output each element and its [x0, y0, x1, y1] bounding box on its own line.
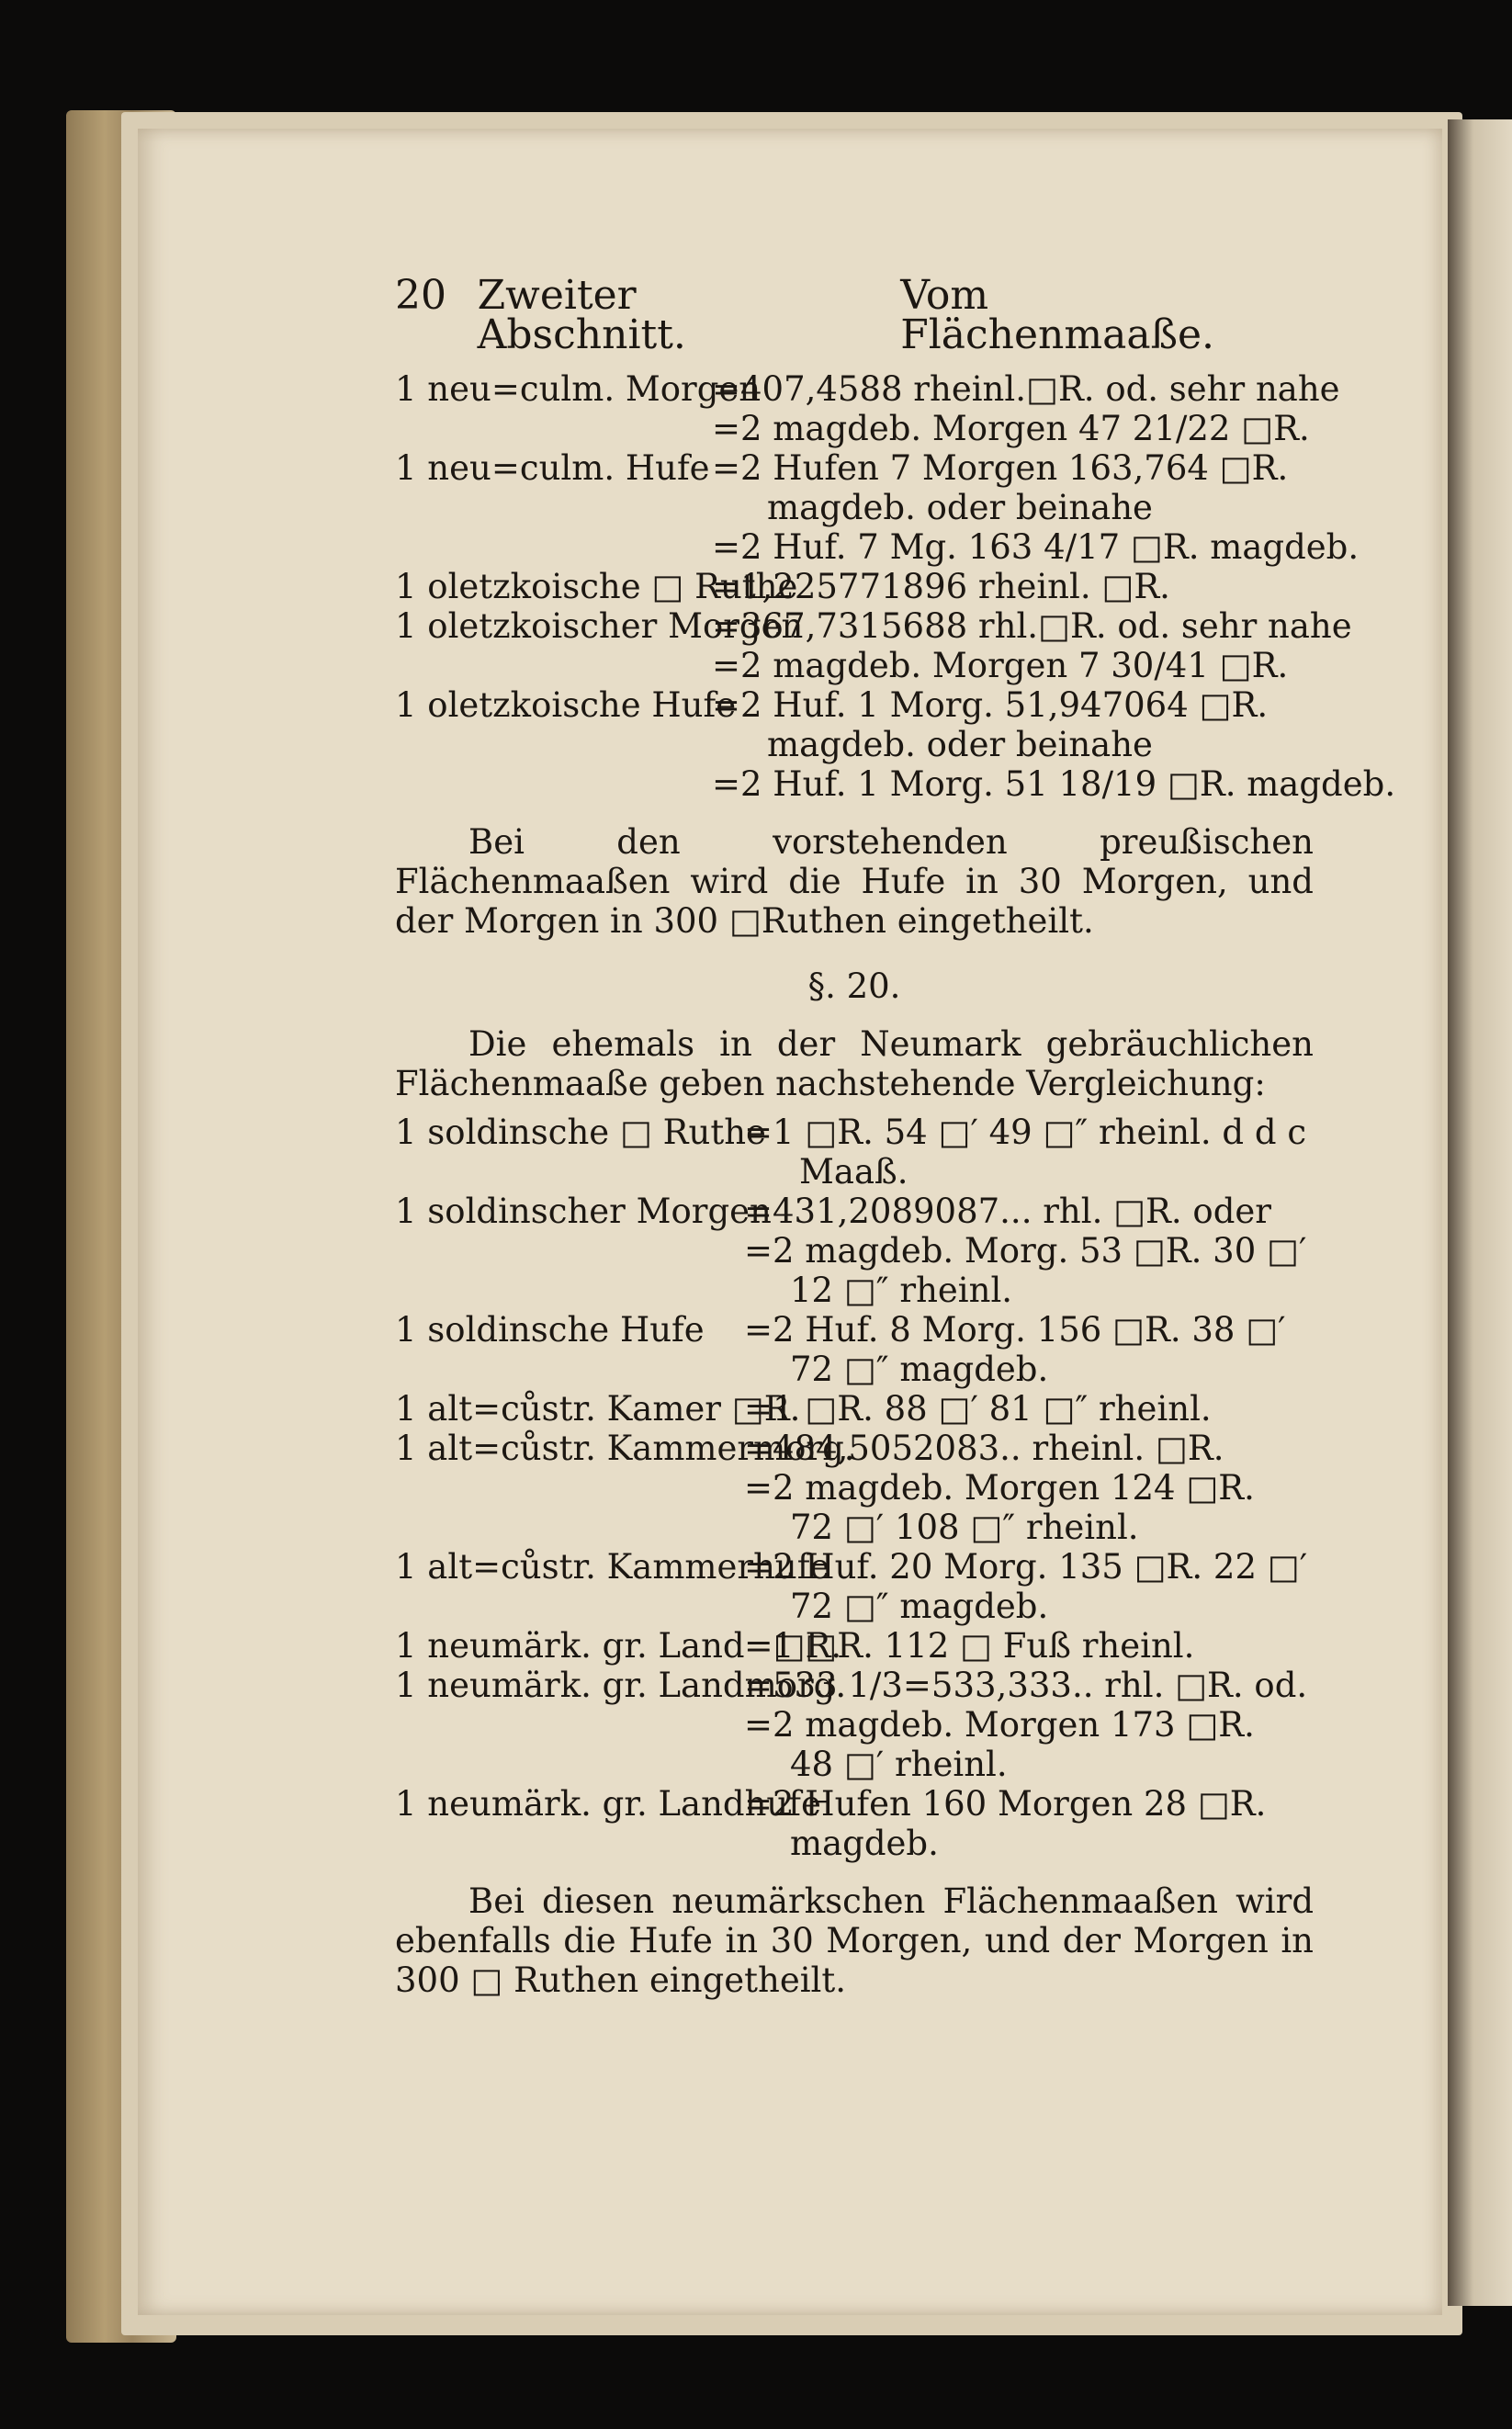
table-row	[395, 1310, 1314, 1350]
row-value: =2 Huf. 7 Mg. 163 4/17 □R. magdeb.	[712, 527, 1360, 567]
row-value: magdeb. oder beinahe	[767, 488, 1153, 527]
section-heading: Zweiter Abschnitt.	[477, 272, 686, 358]
row-value: =2 Hufen 160 Morgen 28 □R.	[744, 1784, 1267, 1824]
table-row	[395, 1745, 1314, 1784]
row-value: =407,4588 rheinl.□R. od. sehr nahe	[712, 369, 1340, 409]
table-row	[395, 1113, 1314, 1152]
row-value: =1 □R. 54 □′ 49 □″ rheinl. d d c	[744, 1113, 1307, 1152]
table-row	[395, 1705, 1314, 1745]
table-row	[395, 1784, 1314, 1824]
table-row	[395, 1429, 1314, 1468]
row-value: =1,225771896 rheinl. □R.	[712, 567, 1170, 606]
row-value: =2 magdeb. Morgen 173 □R.	[744, 1705, 1255, 1745]
paragraph: Bei diesen neumärkschen Flächenmaaßen wird ebenfalls die Hufe in 30 Morgen, und der Morgen in 300 □ Ruthen eingetheilt.	[395, 1881, 1314, 2000]
row-label: 1 soldinsche □ Ruthe	[395, 1113, 766, 1152]
row-label: 1 soldinsche Hufe	[395, 1310, 705, 1350]
row-label: 1 oletzkoischer Morgen	[395, 606, 804, 646]
row-value: =2 magdeb. Morgen 47 21/22 □R.	[712, 409, 1310, 448]
table-row	[395, 764, 1396, 804]
table-row	[395, 685, 1314, 725]
table-row	[395, 606, 1352, 646]
table-row	[395, 369, 1340, 409]
row-label: 1 neumärk. gr. Landhufe	[395, 1784, 821, 1824]
row-value: =2 magdeb. Morgen 7 30/41 □R.	[712, 646, 1289, 685]
row-value: =2 Huf. 1 Morg. 51 18/19 □R. magdeb.	[712, 764, 1396, 804]
table-row	[395, 1508, 1314, 1547]
row-value: =2 Huf. 20 Morg. 135 □R. 22 □′	[744, 1547, 1308, 1587]
table-row	[395, 1271, 1314, 1310]
table-row	[395, 1666, 1314, 1705]
conversion-table-2	[395, 1113, 1314, 1863]
row-value: =2 Hufen 7 Morgen 163,764 □R.	[712, 448, 1289, 488]
row-label: 1 neumärk. gr. Landmorg.	[395, 1666, 847, 1705]
row-label: 1 alt=cůstr. Kammermorg.	[395, 1429, 855, 1468]
row-label: 1 oletzkoische Hufe	[395, 685, 737, 725]
row-value: =484,5052083.. rheinl. □R.	[744, 1429, 1224, 1468]
row-label: 1 soldinscher Morgen	[395, 1192, 772, 1231]
table-row	[395, 1389, 1314, 1429]
row-label: 1 neu=culm. Hufe	[395, 448, 710, 488]
row-value: =367,7315688 rhl.□R. od. sehr nahe	[712, 606, 1352, 646]
row-value: =1 □R. 112 □ Fuß rheinl.	[744, 1626, 1195, 1666]
running-header	[395, 272, 1314, 358]
row-value: =2 magdeb. Morg. 53 □R. 30 □′	[744, 1231, 1307, 1271]
table-row	[395, 725, 1314, 764]
row-label: 1 alt=cůstr. Kamer □R.	[395, 1389, 801, 1429]
table-row	[395, 1231, 1314, 1271]
row-value: 12 □″ rheinl.	[790, 1271, 1013, 1310]
row-value: 48 □′ rheinl.	[790, 1745, 1008, 1784]
page-text	[395, 272, 1396, 2009]
facing-page-edge	[1448, 119, 1512, 2306]
paragraph: Die ehemals in der Neumark gebräuchlichen Flächenmaaße geben nachstehende Vergleichung:	[395, 1024, 1314, 1103]
row-value: 72 □″ magdeb.	[790, 1587, 1049, 1626]
table-row	[395, 1152, 1314, 1192]
row-value: magdeb. oder beinahe	[767, 725, 1153, 764]
row-value: =533 1/3=533,333.. rhl. □R. od.	[744, 1666, 1308, 1705]
table-row	[395, 527, 1360, 567]
row-value: =2 magdeb. Morgen 124 □R.	[744, 1468, 1255, 1508]
row-value: magdeb.	[790, 1824, 939, 1863]
page-number: 20	[395, 272, 446, 319]
row-value: 72 □′ 108 □″ rheinl.	[790, 1508, 1139, 1547]
chapter-title: Vom Flächenmaaße.	[900, 272, 1214, 358]
table-row	[395, 1468, 1314, 1508]
section-mark: §. 20.	[807, 966, 901, 1006]
table-row	[395, 1587, 1314, 1626]
table-row	[395, 1824, 1314, 1863]
table-row	[395, 646, 1314, 685]
row-value: =1 □R. 88 □′ 81 □″ rheinl.	[744, 1389, 1212, 1429]
table-row	[395, 448, 1314, 488]
table-row	[395, 567, 1314, 606]
table-row	[395, 1626, 1314, 1666]
paragraph: Bei den vorstehenden preußischen Flächenmaaßen wird die Hufe in 30 Morgen, und der Morgen in 300 □Ruthen eingetheilt.	[395, 822, 1314, 941]
table-row	[395, 1547, 1314, 1587]
table-row	[395, 488, 1314, 527]
conversion-table-1	[395, 369, 1396, 804]
table-row	[395, 1192, 1314, 1231]
table-row	[395, 1350, 1314, 1389]
row-label: 1 neumärk. gr. Land=□R.	[395, 1626, 842, 1666]
row-value: =2 Huf. 1 Morg. 51,947064 □R.	[712, 685, 1269, 725]
row-label: 1 neu=culm. Morgen	[395, 369, 762, 409]
row-value: Maaß.	[799, 1152, 908, 1192]
row-value: =2 Huf. 8 Morg. 156 □R. 38 □′	[744, 1310, 1286, 1350]
row-value: 72 □″ magdeb.	[790, 1350, 1049, 1389]
row-label: 1 oletzkoische □ Ruthe	[395, 567, 798, 606]
row-label: 1 alt=cůstr. Kammerhufe	[395, 1547, 830, 1587]
row-value: =431,2089087... rhl. □R. oder	[744, 1192, 1271, 1231]
table-row	[395, 409, 1314, 448]
